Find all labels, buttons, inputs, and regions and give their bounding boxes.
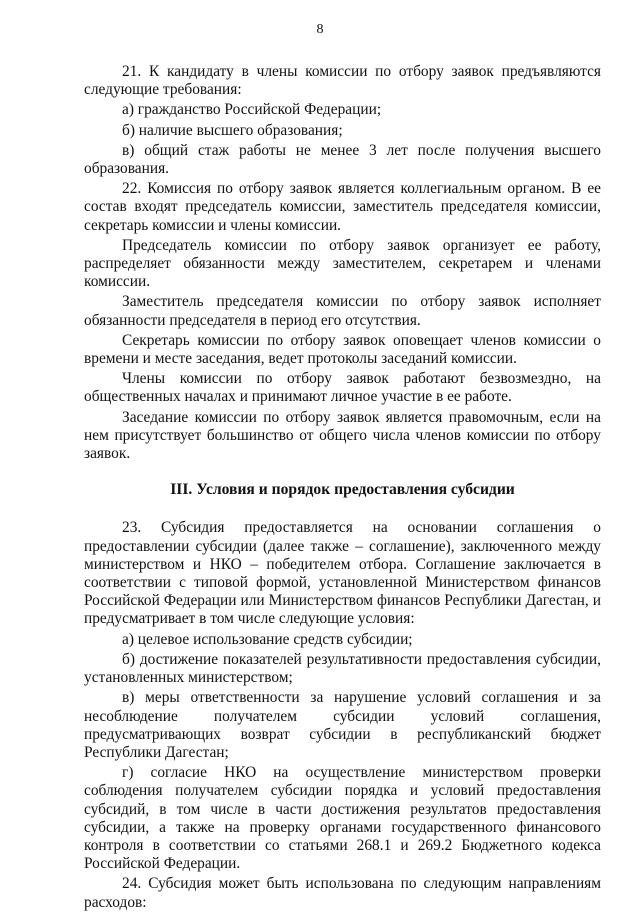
- section-heading-iii: III. Условия и порядок предоставления субсидии: [170, 481, 515, 499]
- paragraph-deputy-chairman: Заместитель председателя комиссии по отбору заявок исполняет обязанности председателя в период его отсутствия.: [84, 293, 601, 329]
- document-body: [84, 63, 601, 914]
- condition-item-c: в) меры ответственности за нарушение условий соглашения и за несоблюдение получателем субсидии условий соглашения, предусматривающих возврат субсидии в республиканский бюджет Республики Дагестан;: [84, 689, 601, 761]
- paragraph-22: 22. Комиссия по отбору заявок является коллегиальным органом. В ее состав входят председатель комиссии, заместитель председателя комиссии, секретарь комиссии и члены комиссии.: [84, 180, 601, 234]
- paragraph-24: 24. Субсидия может быть использована по следующим направлениям расходов:: [84, 875, 601, 911]
- requirement-item-c: в) общий стаж работы не менее 3 лет после получения высшего образования.: [84, 141, 601, 178]
- requirement-item-a: а) гражданство Российской Федерации;: [122, 101, 382, 119]
- page-number: 8: [316, 22, 324, 37]
- condition-item-b: б) достижение показателей результативности предоставления субсидии, установленных министерством;: [84, 650, 601, 687]
- paragraph-23: 23. Субсидия предоставляется на основании соглашения о предоставлении субсидии (далее также – соглашение), заключенного между министерством и НКО – победителем отбора. Соглашение заключается в соответствии с типовой формой, установленной Министерством финансов Российской Федерации или Министерством финансов Республики Дагестан, и предусматривает в том числе следующие условия:: [84, 519, 601, 628]
- condition-item-a: а) целевое использование средств субсидии;: [122, 630, 413, 648]
- requirement-item-b: б) наличие высшего образования;: [122, 121, 343, 139]
- paragraph-secretary: Секретарь комиссии по отбору заявок оповещает членов комиссии о времени и месте заседания, ведет протоколы заседаний комиссии.: [84, 331, 601, 368]
- paragraph-members: Члены комиссии по отбору заявок работают безвозмездно, на общественных началах и принимают личное участие в ее работе.: [84, 370, 601, 406]
- paragraph-quorum: Заседание комиссии по отбору заявок является правомочным, если на нем присутствует большинство от общего числа членов комиссии по отбору заявок.: [84, 408, 601, 463]
- paragraph-21: 21. К кандидату в члены комиссии по отбору заявок предъявляются следующие требования:: [84, 63, 601, 99]
- condition-item-d: г) согласие НКО на осуществление министерством проверки соблюдения получателем субсидии порядка и условий предоставления субсидий, в том числе в части достижения результатов предоставления субсидии, а также на проверку органами государственного финансового контроля в соответствии со статьями 268.1 и 269.2 Бюджетного кодекса Российской Федерации.: [84, 764, 601, 873]
- paragraph-chairman: Председатель комиссии по отбору заявок организует ее работу, распределяет обязанности между заместителем, секретарем и членами комиссии.: [84, 236, 601, 291]
